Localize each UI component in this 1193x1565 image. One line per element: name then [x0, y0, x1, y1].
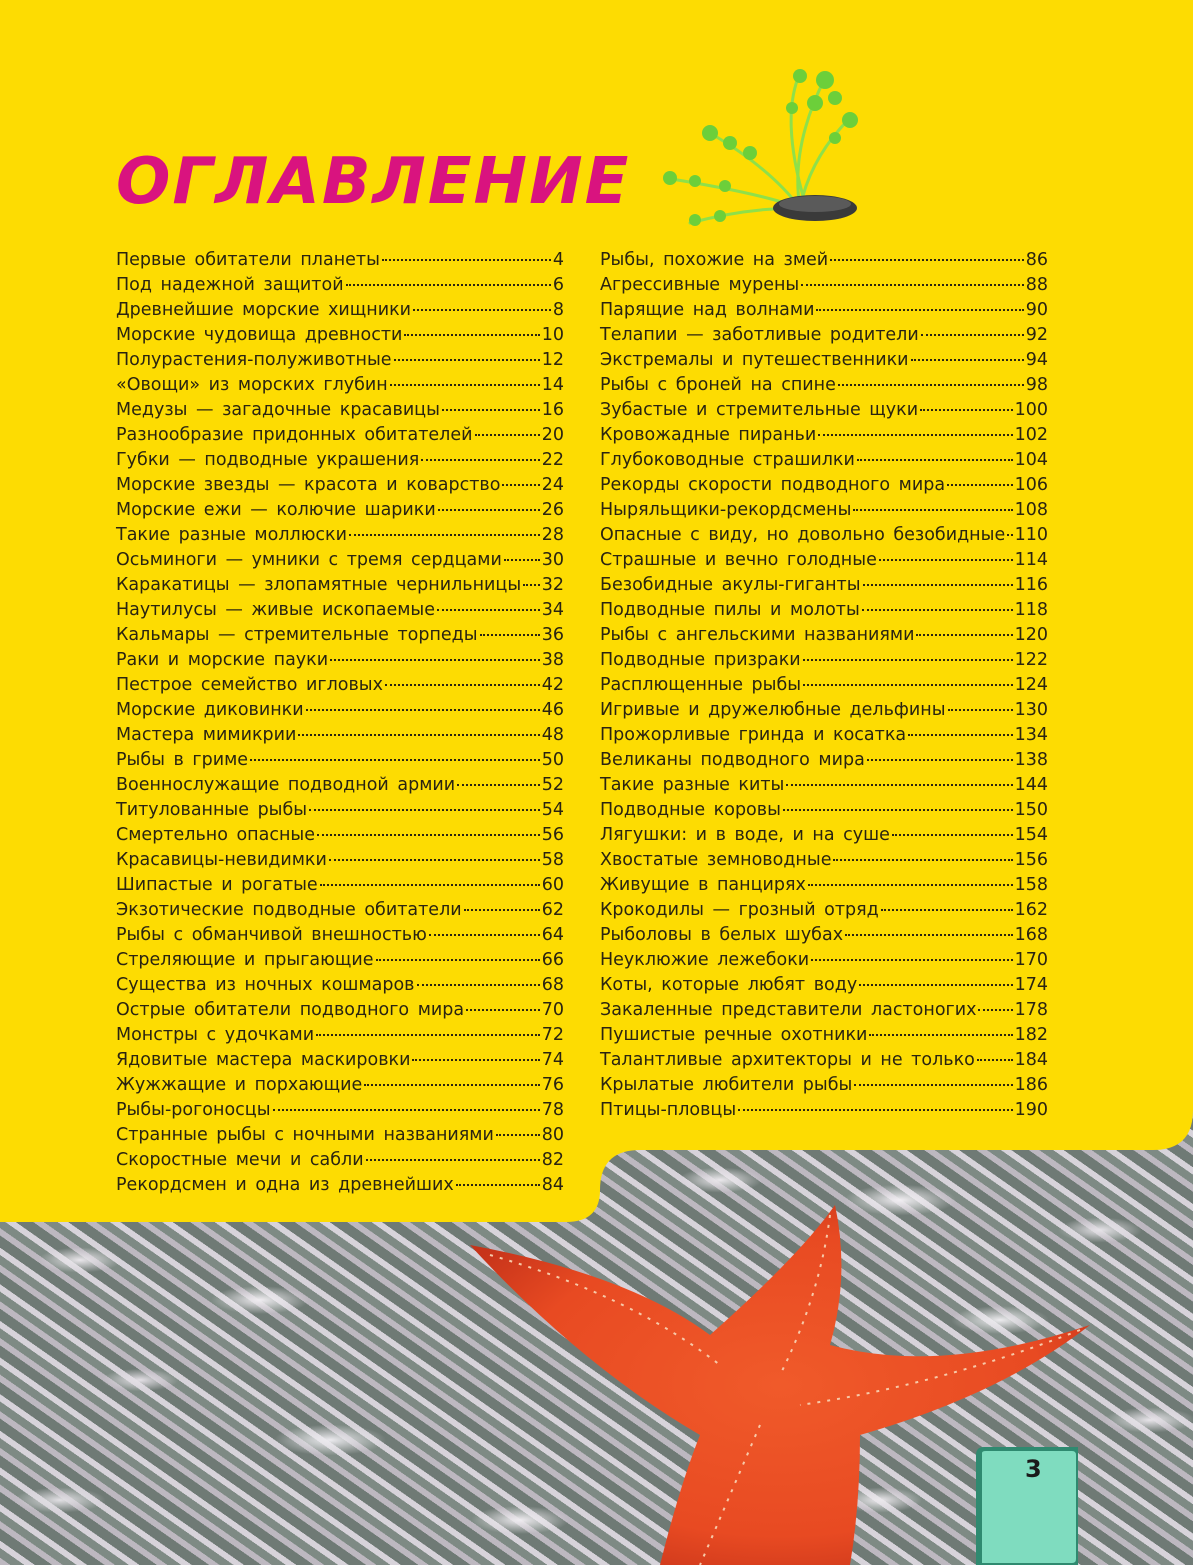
toc-entry-title: Экстремалы и путешественники: [600, 350, 909, 370]
toc-entry-title: Ядовитые мастера маскировки: [116, 1050, 411, 1070]
toc-entry-page: 82: [541, 1150, 564, 1170]
toc-leader-dots: [309, 791, 540, 811]
toc-leader-dots: [496, 1116, 540, 1136]
toc-entry-title: Военнослужащие подводной армии: [116, 775, 456, 795]
toc-column-right: [600, 245, 1048, 1120]
toc-leader-dots: [394, 341, 540, 361]
toc-entry-page: 154: [1014, 825, 1048, 845]
toc-leader-dots: [457, 766, 540, 786]
toc-entry-page: 186: [1014, 1075, 1048, 1095]
toc-entry-page: 50: [541, 750, 564, 770]
toc-entry-title: Смертельно опасные: [116, 825, 315, 845]
toc-leader-dots: [830, 241, 1024, 261]
toc-entry-title: Рыбы с обманчивой внешностью: [116, 925, 427, 945]
toc-entry-page: 156: [1014, 850, 1048, 870]
toc-leader-dots: [475, 416, 540, 436]
toc-entry-title: Пушистые речные охотники: [600, 1025, 868, 1045]
toc-entry-title: Кальмары — стремительные торпеды: [116, 625, 478, 645]
toc-entry-title: Безобидные акулы-гиганты: [600, 575, 861, 595]
toc-entry-page: 10: [541, 325, 564, 345]
toc-leader-dots: [911, 341, 1024, 361]
toc-entry-page: 52: [541, 775, 564, 795]
toc-entry-title: Первые обитатели планеты: [116, 250, 380, 270]
toc-entry-page: 12: [541, 350, 564, 370]
toc-leader-dots: [504, 541, 540, 561]
toc-entry-page: 106: [1014, 475, 1048, 495]
toc-leader-dots: [859, 966, 1012, 986]
toc-leader-dots: [366, 1141, 540, 1161]
toc-leader-dots: [920, 391, 1013, 411]
toc-entry-page: 88: [1025, 275, 1048, 295]
toc-entry-page: 130: [1014, 700, 1048, 720]
toc-leader-dots: [816, 291, 1023, 311]
toc-entry-page: 4: [552, 250, 564, 270]
toc-leader-dots: [916, 616, 1012, 636]
toc-entry-title: Рекордсмен и одна из древнейших: [116, 1175, 454, 1195]
toc-entry-title: Рыбы-рогоносцы: [116, 1100, 271, 1120]
toc-entry-page: 90: [1025, 300, 1048, 320]
toc-entry-page: 22: [541, 450, 564, 470]
toc-leader-dots: [833, 841, 1012, 861]
toc-entry-title: Рыбы с ангельскими названиями: [600, 625, 915, 645]
toc-entry-page: 144: [1014, 775, 1048, 795]
toc-entry-page: 42: [541, 675, 564, 695]
toc-entry-page: 38: [541, 650, 564, 670]
toc-entry-title: Странные рыбы с ночными названиями: [116, 1125, 494, 1145]
toc-entry-title: Такие разные моллюски: [116, 525, 347, 545]
toc-entry-page: 70: [541, 1000, 564, 1020]
toc-leader-dots: [879, 541, 1013, 561]
toc-leader-dots: [811, 941, 1012, 961]
toc-leader-dots: [853, 491, 1012, 511]
toc-leader-dots: [808, 866, 1013, 886]
toc-entry-title: Опасные с виду, но довольно безобидные: [600, 525, 1006, 545]
toc-leader-dots: [329, 841, 540, 861]
toc-entry-page: 134: [1014, 725, 1048, 745]
toc-entry-title: Страшные и вечно голодные: [600, 550, 877, 570]
toc-entry-page: 46: [541, 700, 564, 720]
toc-entry-page: 66: [541, 950, 564, 970]
toc-entry-title: Пестрое семейство игловых: [116, 675, 383, 695]
toc-leader-dots: [867, 741, 1013, 761]
toc-entry-title: Птицы-пловцы: [600, 1100, 737, 1120]
toc-leader-dots: [947, 466, 1013, 486]
toc-entry-title: Жужжащие и порхающие: [116, 1075, 363, 1095]
toc-leader-dots: [413, 291, 551, 311]
page-number: 3: [1025, 1455, 1042, 1483]
toc-entry-page: 174: [1014, 975, 1048, 995]
toc-entry-title: Монстры с удочками: [116, 1025, 315, 1045]
toc-entry-page: 92: [1025, 325, 1048, 345]
toc-leader-dots: [320, 866, 540, 886]
toc-entry-page: 16: [541, 400, 564, 420]
toc-entry-title: Каракатицы — злопамятные чернильницы: [116, 575, 522, 595]
toc-entry-page: 80: [541, 1125, 564, 1145]
toc-entry-page: 34: [541, 600, 564, 620]
toc-entry[interactable]: [600, 1095, 1048, 1120]
toc-entry-page: 24: [541, 475, 564, 495]
toc-leader-dots: [803, 666, 1013, 686]
toc-leader-dots: [316, 1016, 540, 1036]
toc-entry-title: Расплющенные рыбы: [600, 675, 802, 695]
toc-entry-page: 54: [541, 800, 564, 820]
toc-leader-dots: [783, 791, 1013, 811]
toc-leader-dots: [317, 816, 540, 836]
toc-leader-dots: [442, 391, 540, 411]
toc-leader-dots: [437, 591, 540, 611]
toc-leader-dots: [801, 266, 1023, 286]
toc-leader-dots: [803, 641, 1013, 661]
toc-entry-title: Кровожадные пираньи: [600, 425, 817, 445]
toc-leader-dots: [429, 916, 540, 936]
toc-leader-dots: [390, 366, 540, 386]
toc-entry-title: Лягушки: и в воде, и на суше: [600, 825, 890, 845]
toc-entry-title: Раки и морские пауки: [116, 650, 329, 670]
toc-entry-page: 184: [1014, 1050, 1048, 1070]
toc-leader-dots: [881, 891, 1013, 911]
toc-entry-title: Телапии — заботливые родители: [600, 325, 919, 345]
toc-entry-title: Морские чудовища древности: [116, 325, 403, 345]
toc-entry-page: 20: [541, 425, 564, 445]
toc-entry-title: Рекорды скорости подводного мира: [600, 475, 946, 495]
toc-entry-title: Зубастые и стремительные щуки: [600, 400, 919, 420]
toc-leader-dots: [786, 766, 1012, 786]
toc-entry-page: 120: [1014, 625, 1048, 645]
toc-leader-dots: [523, 566, 540, 586]
toc-leader-dots: [948, 691, 1013, 711]
toc-entry-title: Шипастые и рогатые: [116, 875, 318, 895]
toc-entry-title: Острые обитатели подводного мира: [116, 1000, 465, 1020]
toc-entry-title: Под надежной защитой: [116, 275, 344, 295]
toc-entry-page: 110: [1014, 525, 1048, 545]
toc-entry-title: Такие разные киты: [600, 775, 785, 795]
toc-leader-dots: [869, 1016, 1012, 1036]
toc-leader-dots: [480, 616, 540, 636]
toc-leader-dots: [738, 1091, 1012, 1111]
toc-entry-title: Прожорливые гринда и косатка: [600, 725, 907, 745]
toc-entry-page: 28: [541, 525, 564, 545]
toc-entry-title: Мастера мимикрии: [116, 725, 297, 745]
toc-leader-dots: [838, 366, 1024, 386]
toc-entry-page: 14: [541, 375, 564, 395]
toc-entry-page: 74: [541, 1050, 564, 1070]
toc-entry-title: Древнейшие морские хищники: [116, 300, 412, 320]
toc-entry-title: Великаны подводного мира: [600, 750, 865, 770]
toc-entry-page: 108: [1014, 500, 1048, 520]
toc-entry-title: Подводные призраки: [600, 650, 801, 670]
toc-leader-dots: [862, 591, 1013, 611]
toc-leader-dots: [306, 691, 540, 711]
toc-entry-page: 94: [1025, 350, 1048, 370]
toc-entry-page: 30: [541, 550, 564, 570]
toc-leader-dots: [385, 666, 540, 686]
toc-entry-page: 138: [1014, 750, 1048, 770]
toc-entry-title: Крылатые любители рыбы: [600, 1075, 853, 1095]
toc-entry-title: Морские ежи — колючие шарики: [116, 500, 436, 520]
toc-entry-page: 178: [1014, 1000, 1048, 1020]
toc-entry-page: 72: [541, 1025, 564, 1045]
toc-entry-page: 168: [1014, 925, 1048, 945]
toc-entry-page: 100: [1014, 400, 1048, 420]
toc-entry-page: 150: [1014, 800, 1048, 820]
toc-entry-page: 26: [541, 500, 564, 520]
toc-leader-dots: [250, 741, 540, 761]
toc-leader-dots: [854, 1066, 1012, 1086]
toc-leader-dots: [464, 891, 540, 911]
toc-entry-page: 162: [1014, 900, 1048, 920]
toc-entry-page: 104: [1014, 450, 1048, 470]
toc-leader-dots: [908, 716, 1012, 736]
toc-entry-page: 68: [541, 975, 564, 995]
toc-leader-dots: [273, 1091, 540, 1111]
toc-entry-title: Морские диковинки: [116, 700, 304, 720]
toc-entry-title: Закаленные представители ластоногих: [600, 1000, 977, 1020]
toc-entry-page: 102: [1014, 425, 1048, 445]
toc-leader-dots: [502, 466, 539, 486]
toc-entry-title: Полурастения-полуживотные: [116, 350, 392, 370]
toc-leader-dots: [863, 566, 1013, 586]
toc-entry-page: 8: [552, 300, 564, 320]
toc-leader-dots: [845, 916, 1013, 936]
toc-entry-page: 56: [541, 825, 564, 845]
toc-entry-title: Рыбы, похожие на змей: [600, 250, 829, 270]
toc-leader-dots: [417, 966, 540, 986]
toc-leader-dots: [921, 316, 1024, 336]
toc-entry-title: Экзотические подводные обитатели: [116, 900, 462, 920]
toc-entry-title: Стреляющие и прыгающие: [116, 950, 374, 970]
toc-entry-page: 36: [541, 625, 564, 645]
toc-entry-page: 48: [541, 725, 564, 745]
toc-leader-dots: [404, 316, 539, 336]
aquarium-plant-image: [650, 58, 876, 238]
toc-entry-page: 60: [541, 875, 564, 895]
toc-entry-page: 32: [541, 575, 564, 595]
toc-entry-page: 190: [1014, 1100, 1048, 1120]
toc-entry-title: Разнообразие придонных обитателей: [116, 425, 473, 445]
toc-entry-title: Рыбы с броней на спине: [600, 375, 836, 395]
toc-entry-page: 158: [1014, 875, 1048, 895]
toc-leader-dots: [892, 816, 1013, 836]
toc-entry-title: Подводные коровы: [600, 800, 781, 820]
toc-entry-title: Игривые и дружелюбные дельфины: [600, 700, 946, 720]
toc-entry-page: 76: [541, 1075, 564, 1095]
page-number-tab: [968, 1445, 1078, 1565]
page-title: ОГЛАВЛЕНИЕ: [116, 145, 631, 219]
toc-entry-title: Губки — подводные украшения: [116, 450, 420, 470]
toc-entry-title: Подводные пилы и молоты: [600, 600, 860, 620]
toc-leader-dots: [364, 1066, 539, 1086]
toc-entry-title: Ныряльщики-рекордсмены: [600, 500, 852, 520]
toc-leader-dots: [978, 991, 1012, 1011]
toc-entry-title: Живущие в панцирях: [600, 875, 806, 895]
toc-entry-title: Существа из ночных кошмаров: [116, 975, 415, 995]
toc-leader-dots: [376, 941, 540, 961]
toc-leader-dots: [346, 266, 551, 286]
toc-entry-page: 170: [1014, 950, 1048, 970]
toc-entry-title: Коты, которые любят воду: [600, 975, 858, 995]
toc-entry-title: Морские звезды — красота и коварство: [116, 475, 501, 495]
toc-leader-dots: [298, 716, 539, 736]
toc-entry-title: Агрессивные мурены: [600, 275, 800, 295]
toc-entry-title: Парящие над волнами: [600, 300, 815, 320]
toc-entry-page: 116: [1014, 575, 1048, 595]
toc-leader-dots: [382, 241, 551, 261]
toc-entry-page: 62: [541, 900, 564, 920]
toc-entry-page: 84: [541, 1175, 564, 1195]
toc-entry-page: 122: [1014, 650, 1048, 670]
toc-entry-title: Хвостатые земноводные: [600, 850, 832, 870]
toc-entry-title: Рыбы в гриме: [116, 750, 249, 770]
toc-entry-title: Осьминоги — умники с тремя сердцами: [116, 550, 502, 570]
toc-leader-dots: [977, 1041, 1013, 1061]
toc-entry-page: 86: [1025, 250, 1048, 270]
toc-entry-page: 118: [1014, 600, 1048, 620]
toc-entry-page: 64: [541, 925, 564, 945]
toc-entry-page: 124: [1014, 675, 1048, 695]
toc-entry-title: Наутилусы — живые ископаемые: [116, 600, 436, 620]
toc-entry[interactable]: [116, 545, 564, 570]
toc-entry-page: 114: [1014, 550, 1048, 570]
toc-leader-dots: [330, 641, 540, 661]
toc-column-left: [116, 245, 564, 1195]
toc-entry-page: 182: [1014, 1025, 1048, 1045]
toc-entry-page: 98: [1025, 375, 1048, 395]
toc-entry-page: 58: [541, 850, 564, 870]
toc-leader-dots: [456, 1166, 540, 1186]
toc-entry-title: Медузы — загадочные красавицы: [116, 400, 440, 420]
toc-entry-title: Талантливые архитекторы и не только: [600, 1050, 975, 1070]
toc-entry-title: Рыболовы в белых шубах: [600, 925, 844, 945]
toc-entry[interactable]: [116, 445, 564, 470]
toc-entry-title: Крокодилы — грозный отряд: [600, 900, 879, 920]
toc-leader-dots: [1007, 516, 1012, 536]
toc-entry-title: «Овощи» из морских глубин: [116, 375, 388, 395]
toc-leader-dots: [857, 441, 1013, 461]
toc-entry-title: Скоростные мечи и сабли: [116, 1150, 364, 1170]
toc-leader-dots: [412, 1041, 539, 1061]
toc-leader-dots: [466, 991, 540, 1011]
toc-entry-title: Титулованные рыбы: [116, 800, 308, 820]
toc-entry[interactable]: [600, 495, 1048, 520]
toc-entry-title: Красавицы-невидимки: [116, 850, 327, 870]
toc-leader-dots: [438, 491, 540, 511]
toc-entry-page: 78: [541, 1100, 564, 1120]
toc-leader-dots: [421, 441, 539, 461]
toc-leader-dots: [818, 416, 1012, 436]
toc-leader-dots: [349, 516, 540, 536]
toc-entry[interactable]: [116, 520, 564, 545]
toc-entry-title: Глубоководные страшилки: [600, 450, 855, 470]
toc-entry-page: 6: [552, 275, 564, 295]
toc-entry-title: Неуклюжие лежебоки: [600, 950, 810, 970]
